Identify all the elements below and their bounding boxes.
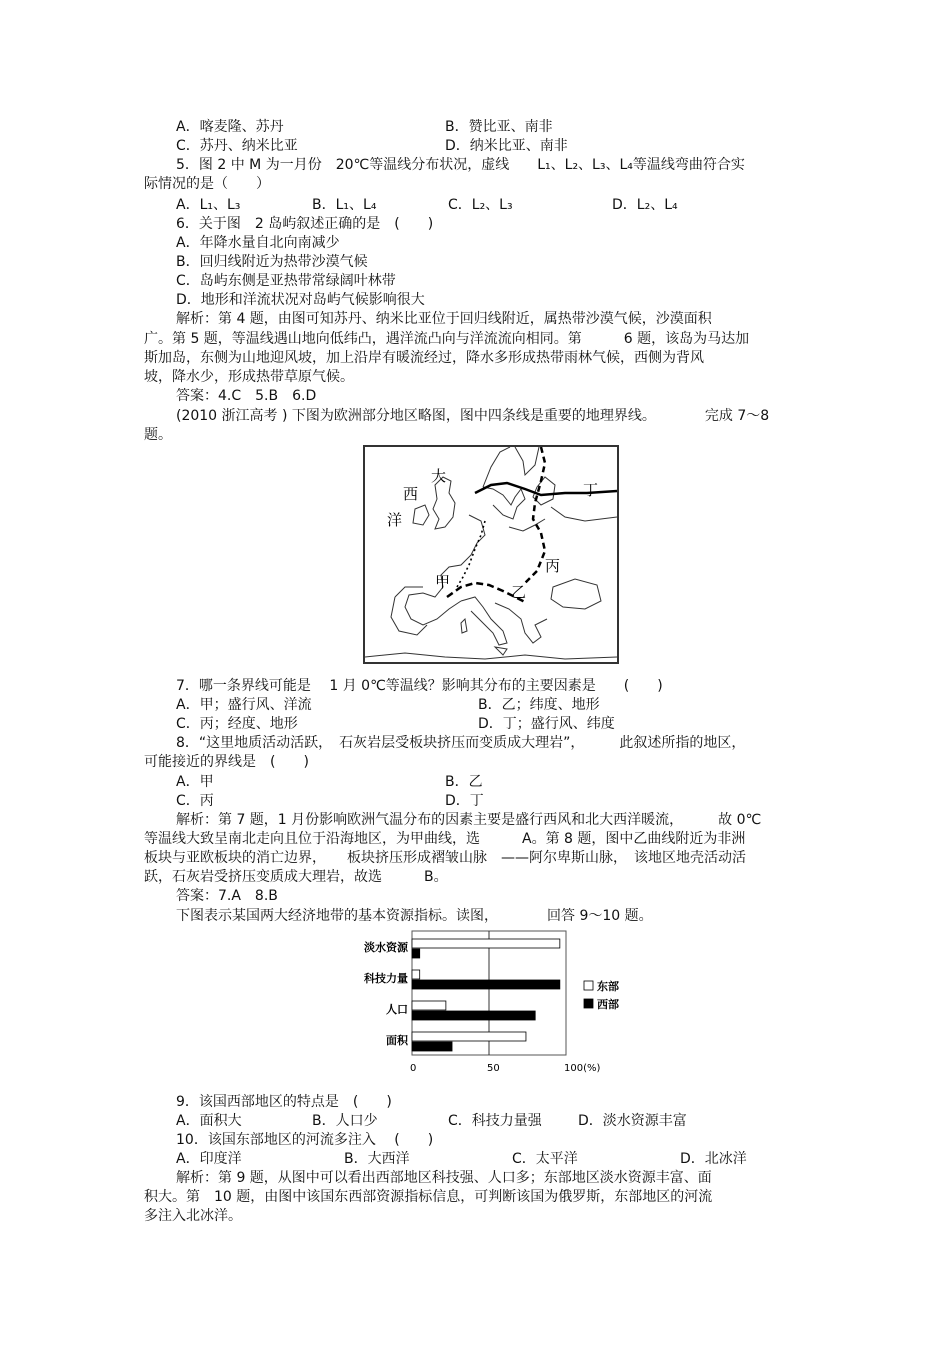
label-xi: 西 (403, 485, 419, 503)
explanation-4-6-line3: 斯加岛，东侧为山地迎风坡，加上沿岸有暖流经过，降水多形成热带雨林气候，西侧为背风 (144, 350, 704, 366)
label-yang: 洋 (387, 511, 403, 529)
q5-option-c: C．L₂、L₃ (448, 197, 513, 213)
explanation-7-8-line3: 板块与亚欧板块的消亡边界， 板块挤压形成褶皱山脉 ——阿尔卑斯山脉， 该地区地壳活动活 (144, 850, 746, 866)
q4-option-a: A．喀麦隆、苏丹 (176, 119, 284, 135)
explanation-4-6-line2: 广。第 5 题，等温线遇山地向低纬凸，遇洋流凸向与洋流流向相同。第 6 题，该岛为马达加 (144, 331, 750, 347)
legend-label: 东部 (597, 980, 619, 993)
q10-option-b: B．大西洋 (344, 1151, 410, 1167)
x-tick-label: 50 (487, 1063, 500, 1074)
bar-west (412, 1042, 452, 1051)
q9-option-c: C．科技力量强 (448, 1113, 542, 1129)
q9-option-d: D．淡水资源丰富 (578, 1113, 687, 1129)
q7-option-a: A．甲；盛行风、洋流 (176, 697, 312, 713)
q7-option-d: D．丁；盛行风、纬度 (478, 716, 615, 732)
resource-chart-svg (352, 925, 628, 1080)
q8-stem: 8．“这里地质活动活跃， 石灰岩层受板块挤压而变质成大理岩”， 此叙述所指的地区， (176, 735, 746, 751)
explanation-9-10-line2: 积大。第 10 题，由图中该国东西部资源指标信息，可判断该国为俄罗斯，东部地区的河流 (144, 1189, 713, 1205)
q10-option-d: D．北冰洋 (680, 1151, 747, 1167)
bar-west (412, 949, 420, 958)
explanation-4-6-line4: 坡，降水少，形成热带草原气候。 (144, 369, 354, 385)
intro-7-8-cont: 题。 (144, 427, 172, 443)
label-bing: 丙 (545, 557, 561, 575)
q4-option-b: B．赞比亚、南非 (445, 119, 553, 135)
q10-option-c: C．太平洋 (512, 1151, 578, 1167)
q5-option-d: D．L₂、L₄ (612, 197, 678, 213)
q5-stem: 5．图 2 中 M 为一月份 20℃等温线分布状况，虚线 L₁、L₂、L₃、L₄等温线弯曲符合实 (176, 157, 745, 173)
category-label: 面积 (386, 1034, 408, 1047)
q10-stem: 10．该国东部地区的河流多注入 ( ) (176, 1132, 434, 1148)
label-jia: 甲 (435, 573, 451, 591)
label-yi: 乙 (511, 583, 527, 601)
legend-swatch (584, 981, 593, 990)
q4-option-d: D．纳米比亚、南非 (445, 138, 568, 154)
label-da: 大 (431, 467, 447, 485)
explanation-9-10-line1: 解析：第 9 题，从图中可以看出西部地区科技强、人口多；东部地区淡水资源丰富、面 (176, 1170, 712, 1186)
europe-map (363, 445, 619, 664)
explanation-7-8-line1: 解析：第 7 题，1 月份影响欧洲气温分布的因素主要是盛行西风和北大西洋暖流， 故 0℃ (176, 812, 762, 828)
q9-option-b: B．人口少 (312, 1113, 378, 1129)
line-bing (525, 447, 545, 583)
q4-option-c: C．苏丹、纳米比亚 (176, 138, 298, 154)
bar-east (412, 1032, 526, 1041)
q7-stem: 7．哪一条界线可能是 1 月 0℃等温线？影响其分布的主要因素是 ( ) (176, 678, 663, 694)
q6-option-c: C．岛屿东侧是亚热带常绿阔叶林带 (176, 273, 396, 289)
answer-7-8: 答案：7.A 8.B (176, 888, 278, 904)
category-label: 科技力量 (364, 972, 408, 985)
q9-stem: 9．该国西部地区的特点是 ( ) (176, 1094, 392, 1110)
x-tick-label: 0 (410, 1063, 417, 1074)
explanation-7-8-line4: 跃，石灰岩受挤压变质成大理岩，故选 B。 (144, 869, 448, 885)
resource-chart (352, 925, 628, 1080)
q10-option-a: A．印度洋 (176, 1151, 242, 1167)
intro-9-10: 下图表示某国两大经济地带的基本资源指标。读图， 回答 9～10 题。 (176, 908, 653, 924)
intro-7-8: (2010 浙江高考 ) 下图为欧洲部分地区略图，图中四条线是重要的地理界线。 完成 7～8 (176, 408, 770, 424)
x-tick-label: 100(%) (564, 1063, 601, 1074)
q8-stem-cont: 可能接近的界线是 ( ) (144, 754, 309, 770)
q6-option-b: B．回归线附近为热带沙漠气候 (176, 254, 368, 270)
category-label: 淡水资源 (364, 941, 408, 954)
q6-option-d: D．地形和洋流状况对岛屿气候影响很大 (176, 292, 425, 308)
q6-option-a: A．年降水量自北向南减少 (176, 235, 340, 251)
q8-option-a: A．甲 (176, 774, 214, 790)
bar-west (412, 1011, 535, 1020)
legend-label: 西部 (597, 998, 619, 1011)
q9-option-a: A．面积大 (176, 1113, 242, 1129)
bar-east (412, 970, 420, 979)
explanation-7-8-line2: 等温线大致呈南北走向且位于沿海地区，为甲曲线，选 A。第 8 题，图中乙曲线附近为非洲 (144, 831, 746, 847)
explanation-9-10-line3: 多注入北冰洋。 (144, 1208, 242, 1224)
q5-option-b: B．L₁、L₄ (312, 197, 377, 213)
q8-option-d: D．丁 (445, 793, 484, 809)
q7-option-b: B．乙；纬度、地形 (478, 697, 600, 713)
bar-east (412, 1001, 446, 1010)
q5-stem-cont: 际情况的是（ ） (144, 176, 270, 192)
q8-option-c: C．丙 (176, 793, 214, 809)
bar-east (412, 939, 560, 948)
q6-stem: 6．关于图 2 岛屿叙述正确的是 ( ) (176, 216, 434, 232)
answer-4-6: 答案：4.C 5.B 6.D (176, 388, 317, 404)
explanation-4-6-line1: 解析：第 4 题，由图可知苏丹、纳米比亚位于回归线附近，属热带沙漠气候，沙漠面积 (176, 311, 712, 327)
bar-west (412, 980, 560, 989)
category-label: 人口 (386, 1003, 408, 1016)
label-ding: 丁 (583, 481, 599, 499)
europe-map-svg (365, 447, 617, 662)
q8-option-b: B．乙 (445, 774, 483, 790)
q7-option-c: C．丙；经度、地形 (176, 716, 298, 732)
legend-swatch (584, 999, 593, 1008)
q5-option-a: A．L₁、L₃ (176, 197, 241, 213)
